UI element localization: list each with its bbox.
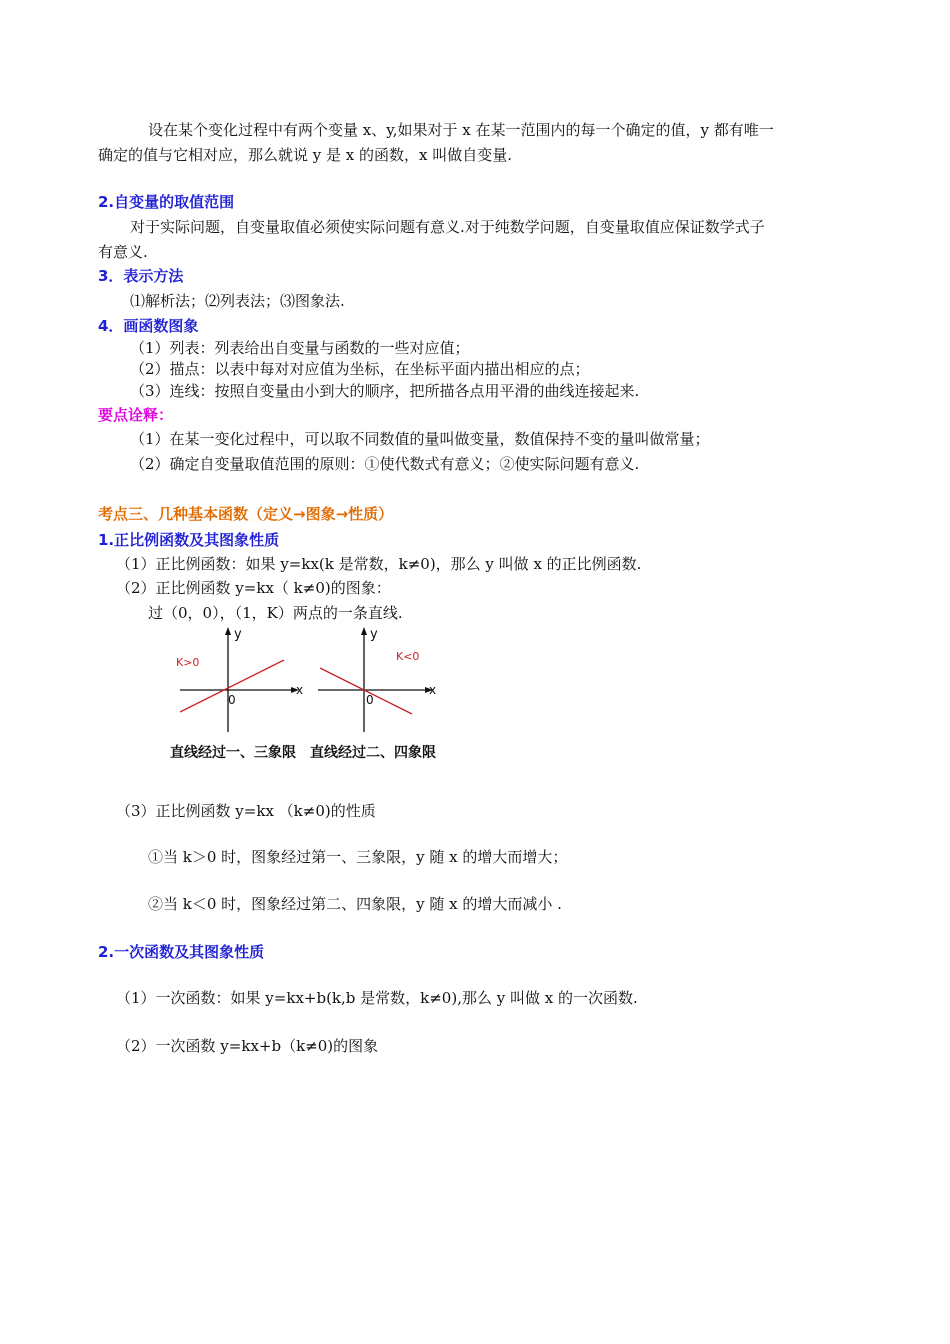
graph-k-positive-caption: 直线经过一、三象限 (170, 745, 296, 761)
x-axis-label: x (296, 683, 304, 697)
y-axis-label: y (234, 627, 242, 642)
notes-item: （2）确定自变量取值范围的原则：①使代数式有意义；②使实际问题有意义. (130, 455, 640, 473)
graph-k-negative (310, 622, 445, 734)
section-2-line-2: 有意义. (98, 243, 148, 261)
graph-k-positive (170, 622, 310, 734)
graph-line (320, 668, 412, 714)
notes-heading: 要点诠释： (98, 406, 174, 424)
proportional-item-2-sub: 过（0，0），（1，K）两点的一条直线. (148, 604, 403, 622)
proportional-heading: 1.正比例函数及其图象性质 (98, 531, 280, 549)
section-4-heading: 4．画函数图象 (98, 317, 199, 335)
linear-item-2: （2）一次函数 y=kx+b（k≠0)的图象 (116, 1037, 379, 1055)
y-axis-arrow-icon (225, 627, 231, 635)
proportional-property-2: ②当 k＜0 时，图象经过第二、四象限，y 随 x 的增大而减小 . (148, 895, 562, 913)
graph-k-negative-caption: 直线经过二、四象限 (310, 745, 436, 761)
y-axis-arrow-icon (361, 627, 367, 635)
intro-line-2: 确定的值与它相对应，那么就说 y 是 x 的函数，x 叫做自变量. (98, 146, 513, 164)
origin-label: 0 (366, 693, 374, 707)
section-3-line-1: ⑴解析法；⑵列表法；⑶图象法. (130, 292, 345, 310)
section-4-item: （1）列表：列表给出自变量与函数的一些对应值； (130, 339, 470, 357)
slope-label: K>0 (176, 656, 200, 669)
section-4-item: （2）描点：以表中每对对应值为坐标，在坐标平面内描出相应的点； (130, 360, 590, 378)
linear-heading: 2.一次函数及其图象性质 (98, 943, 265, 961)
y-axis-label: y (370, 627, 378, 642)
notes-item: （1）在某一变化过程中，可以取不同数值的量叫做变量，数值保持不变的量叫做常量； (130, 430, 710, 448)
keypoint-3-heading: 考点三、几种基本函数（定义→图象→性质） (98, 505, 394, 523)
section-4-item: （3）连线：按照自变量由小到大的顺序，把所描各点用平滑的曲线连接起来. (130, 382, 640, 400)
section-2-heading: 2.自变量的取值范围 (98, 193, 235, 211)
proportional-item-1: （1）正比例函数：如果 y=kx(k 是常数，k≠0)，那么 y 叫做 x 的正比例函数. (116, 555, 642, 573)
section-3-heading: 3．表示方法 (98, 267, 184, 285)
x-axis-label: x (429, 683, 437, 697)
proportional-property-1: ①当 k＞0 时，图象经过第一、三象限，y 随 x 的增大而增大； (148, 848, 568, 866)
origin-label: 0 (228, 693, 236, 707)
slope-label: K<0 (396, 650, 420, 663)
section-2-line-1: 对于实际问题，自变量取值必须使实际问题有意义.对于纯数学问题，自变量取值应保证数学式子 (130, 218, 765, 236)
proportional-item-3: （3）正比例函数 y=kx （k≠0)的性质 (116, 802, 376, 820)
proportional-item-2: （2）正比例函数 y=kx（ k≠0)的图象： (116, 579, 391, 597)
intro-line-1: 设在某个变化过程中有两个变量 x、y,如果对于 x 在某一范围内的每一个确定的值，y 都有唯一 (148, 121, 774, 139)
linear-item-1: （1）一次函数：如果 y=kx+b(k,b 是常数，k≠0),那么 y 叫做 x 的一次函数. (116, 989, 638, 1007)
